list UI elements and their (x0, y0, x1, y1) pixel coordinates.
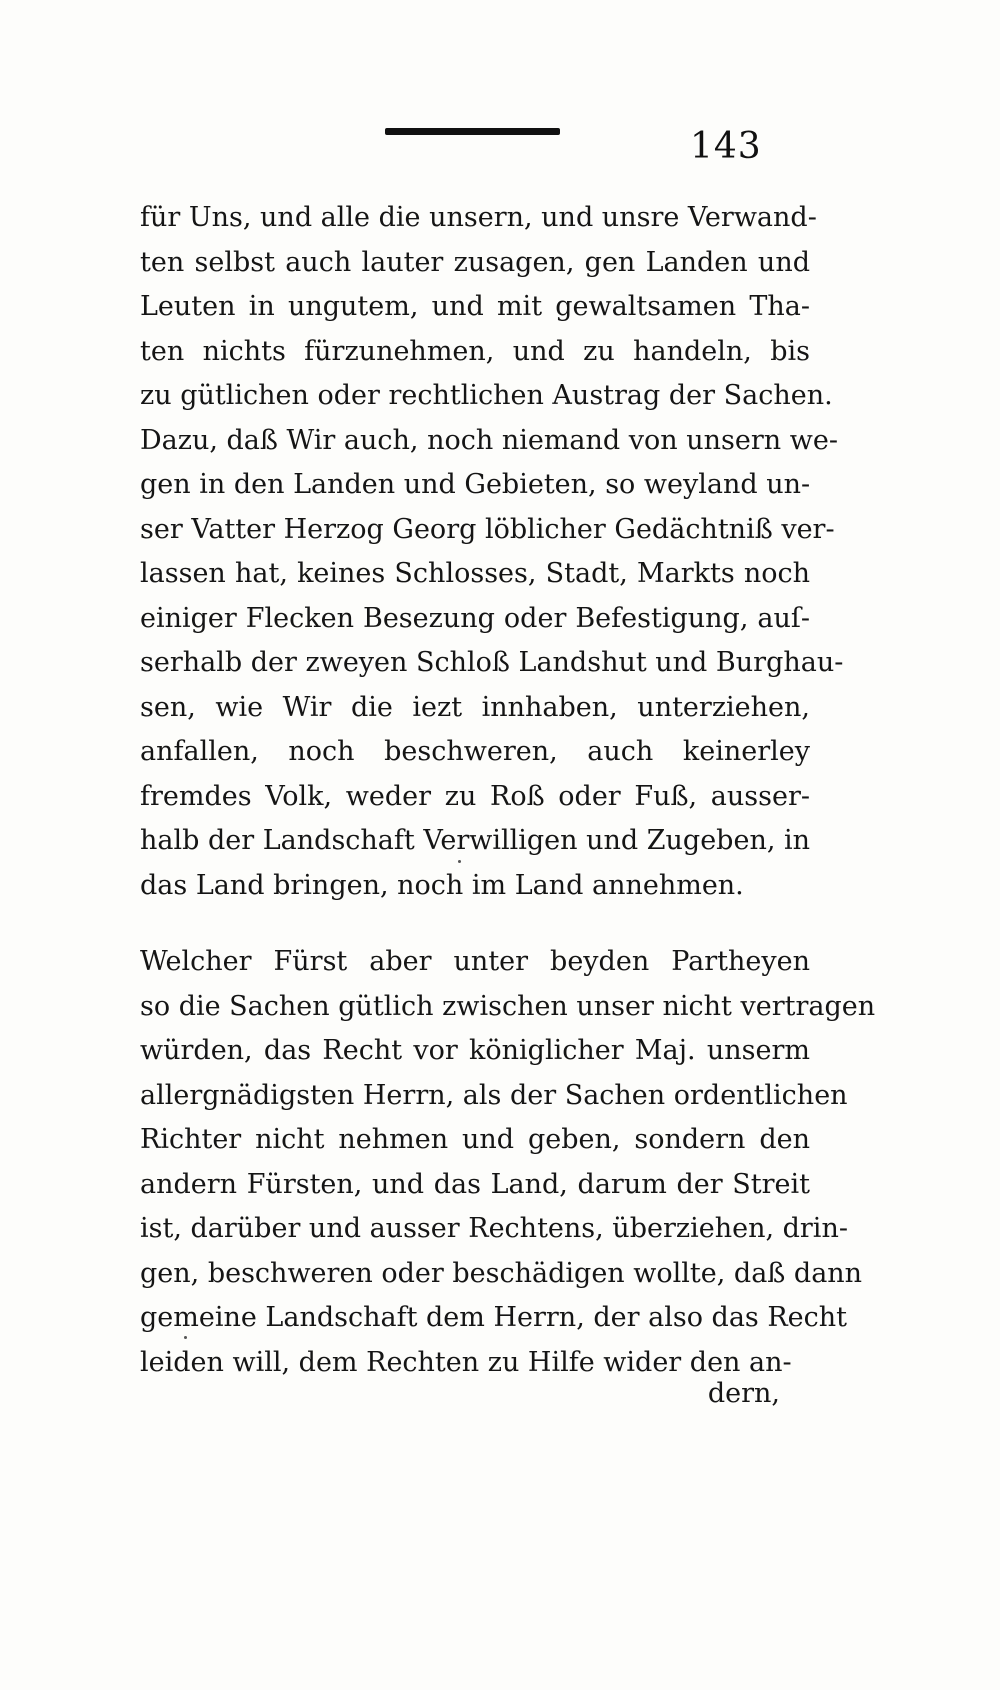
paragraph-2 (140, 940, 876, 1385)
text-line: Dazu, daß Wir auch, noch niemand von unsern we- (140, 424, 838, 456)
text-line: ten nichts fürzunehmen, und zu handeln, bis (140, 335, 810, 367)
text-line: zu gütlichen oder rechtlichen Austrag der Sachen. (140, 380, 833, 411)
text-line: für Uns, und alle die unsern, und unsre Verwand- (140, 202, 817, 233)
text-line: halb der Landschaft Verwilligen und Zugeben, in (140, 825, 811, 856)
text-line: gemeine Landschaft dem Herrn, der also das Recht (140, 1302, 848, 1333)
text-line: lassen hat, keines Schlosses, Stadt, Markts noch (140, 558, 810, 589)
text-line: sen, wie Wir die iezt innhaben, unterziehen, (140, 691, 810, 723)
text-line: fremdes Volk, weder zu Roß oder Fuß, ausser- (140, 780, 810, 812)
text-line: gen in den Landen und Gebieten, so weyland un- (140, 469, 811, 500)
text-line: würden, das Recht vor königlicher Maj. unserm (140, 1035, 810, 1066)
text-line: so die Sachen gütlich zwischen unser nicht vertragen (140, 990, 876, 1022)
catchword: dern, (707, 1378, 780, 1409)
paragraph-1 (140, 196, 844, 908)
text-line: ten selbst auch lauter zusagen, gen Landen und (140, 246, 810, 278)
page-number: 143 (690, 126, 762, 167)
text-line: Richter nicht nehmen und geben, sondern den (140, 1124, 810, 1155)
text-line: einiger Flecken Besezung oder Befestigung, auſ- (140, 602, 810, 634)
text-line: allergnädigsten Herrn, als der Sachen ordentlichen (140, 1079, 848, 1111)
text-line: leiden will, dem Rechten zu Hilfe wider den an- (140, 1346, 792, 1378)
header-rule (385, 128, 560, 135)
text-line: ist, darüber und ausser Rechtens, überziehen, drin- (140, 1213, 848, 1244)
text-line: Leuten in ungutem, und mit gewaltsamen Tha- (140, 291, 810, 322)
text-line: serhalb der zweyen Schloß Landshut und Burghau- (140, 647, 844, 678)
text-line: das Land bringen, noch im Land annehmen. (140, 869, 744, 901)
text-line: ser Vatter Herzog Georg löblicher Gedächtniß ver- (140, 513, 835, 545)
ink-speck (458, 860, 461, 863)
text-line: anfallen, noch beschweren, auch keinerley (140, 736, 810, 767)
text-line: Welcher Fürst aber unter beyden Partheyen (140, 946, 810, 977)
text-line: andern Fürsten, und das Land, darum der Streit (140, 1168, 810, 1200)
ink-speck (184, 1336, 187, 1339)
text-line: gen, beschweren oder beschädigen wollte, daß dann (140, 1257, 863, 1289)
